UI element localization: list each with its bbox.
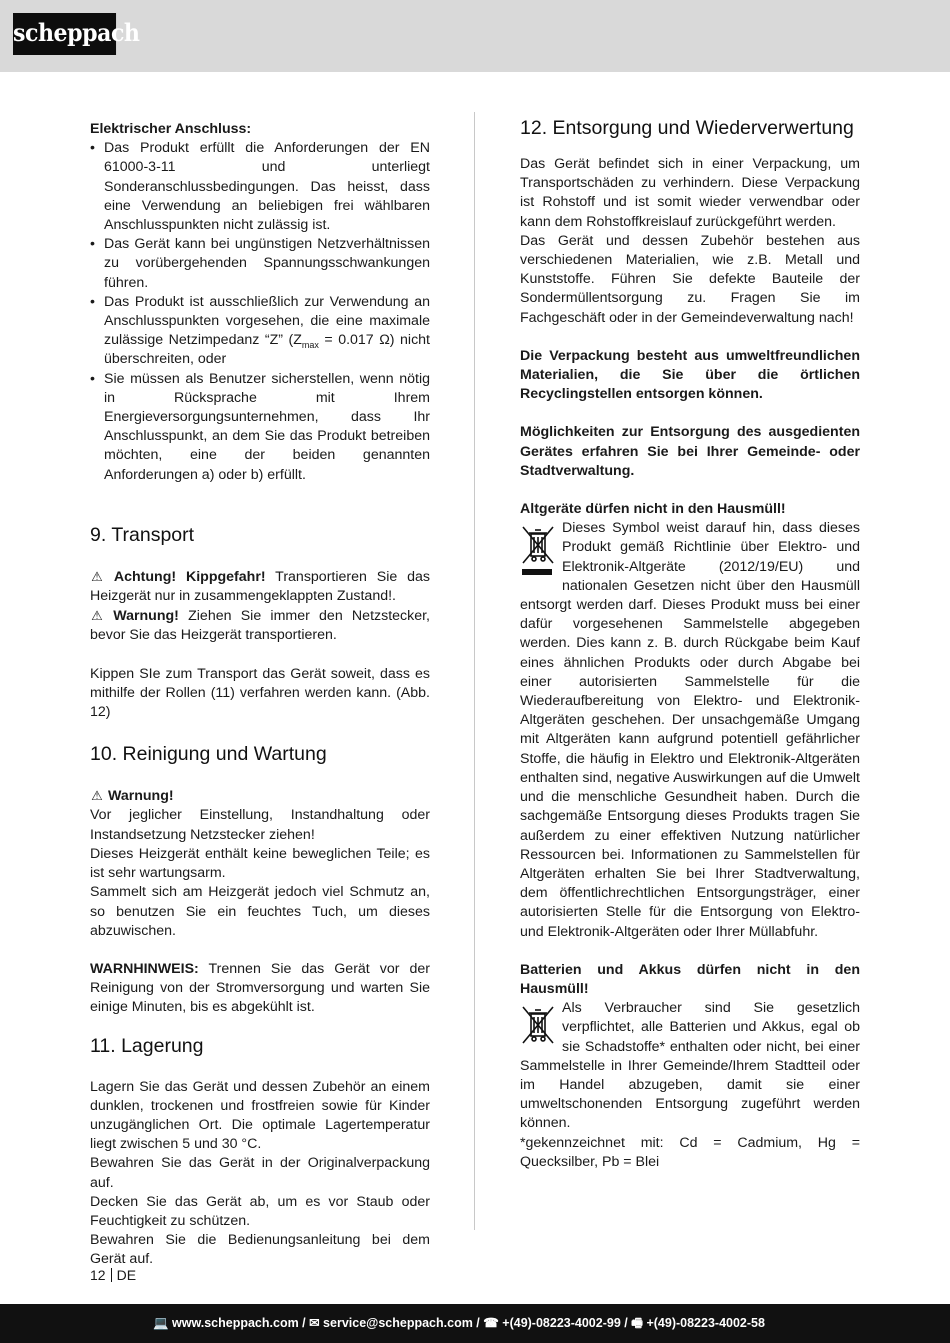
cleaning-line: Vor jeglicher Einstellung, Instandhaltung oder Instandsetzung Netzstecker ziehen! bbox=[90, 807, 430, 843]
transport-warning-1 bbox=[90, 567, 430, 606]
list-item: • Das Gerät kann bei ungünstigen Netzverhältnissen zu vorübergehenden Spannungsschwankungen führen. bbox=[90, 235, 430, 293]
weee-text: Dieses Symbol weist darauf hin, dass dieses Produkt gemäß Richtlinie über Elektro- und Elektronik-Altgeräte (2012/19/EU) und nationalen Gesetzen nicht über den Hausmüll entsorgt werden darf. Dieses Produkt muss bei einer dafür vorgesehenen Sammelstelle abgegeben werden. Dies kann z. B. durch Rückgabe beim Kauf eines ähnlichen Produkts oder durch Abgabe bei einer autorisierten Sammelstelle für die Wiederaufbereitung von Elektro- und Elektronik-Altgeräten geschehen. Der unsachgemäße Umgang mit Altgeräten kann aufgrund potentiell gefährlicher Stoffe, die häufig in Elektro und Elektronik-Altgeräten enthalten sind, negative Auswirkungen auf die Umwelt und die menschliche Gesundheit haben. Durch die sachgemäße Entsorgung dieses Produkts tragen Sie außerdem zu einer effektiven Nutzung natürlicher Ressourcen bei. Informationen zu Sammelstellen für Altgeräten erhalten Sie bei Ihrer Stadtverwaltung, dem öffentlichrechtlichen Entsorgungsträger, einer autorisierten Stelle für die Entsorgung von Elektro- und Elektronik-Altgeräten oder Ihrer Müllabfuhr. bbox=[520, 520, 860, 940]
weee-title: Altgeräte dürfen nicht in den Hausmüll! bbox=[520, 501, 786, 518]
disposal-paragraph-1: Das Gerät befindet sich in einer Verpackung, um Transportschäden zu verhindern. Diese Verpackung ist Rohstoff und ist somit wieder verwendbar oder kann dem Rohstoffkreislauf zurückgeführt werden. bbox=[520, 156, 860, 230]
warning-triangle-icon: ⚠ bbox=[91, 788, 103, 804]
note-label: WARNHINWEIS: bbox=[90, 960, 199, 977]
list-item: • Das Produkt erfüllt die Anforderungen der EN 61000-3-11 und unterliegt Sonderanschlussbedingungen. Das heisst, dass eine Verwendung an beliebigen frei wählbaren Anschlusspunkten nicht zulässig ist. bbox=[90, 139, 430, 235]
warning-triangle-icon: ⚠ bbox=[91, 608, 103, 624]
crossed-bin-icon bbox=[520, 1005, 558, 1049]
warning-label: Achtung! Kippgefahr! bbox=[113, 568, 266, 585]
section-heading-storage: 11. Lagerung bbox=[90, 1034, 204, 1057]
right-column bbox=[520, 117, 860, 1172]
footer-contact: 💻 www.scheppach.com / ✉ service@scheppach.com / ☎ +(49)-08223-4002-99 / 🖷 +(49)-08223-4002-58 bbox=[153, 1316, 765, 1330]
language-code: DE bbox=[116, 1267, 137, 1283]
section-heading-disposal: 12. Entsorgung und Wiederverwertung bbox=[520, 117, 854, 139]
page-number-separator bbox=[111, 1268, 112, 1282]
warning-text: Transportieren Sie das Heizgerät nur in zusammengeklappten Zustand!. bbox=[90, 568, 430, 605]
battery-note: *gekennzeichnet mit: Cd = Cadmium, Hg = Quecksilber, Pb = Blei bbox=[520, 1134, 860, 1170]
warning-label: Warnung! bbox=[113, 608, 179, 625]
section-heading-transport: 9. Transport bbox=[90, 523, 195, 546]
storage-line: Bewahren Sie das Gerät in der Originalverpackung auf. bbox=[90, 1155, 430, 1191]
impedance-text-a: Das Produkt ist ausschließlich zur Verwendung an Anschlusspunkten vorgesehen, die eine maximale zulässige Netzimpedanz “Z” (Z bbox=[104, 293, 430, 349]
storage-line: Lagern Sie das Gerät und dessen Zubehör an einem dunklen, trockenen und frostfreien sowie für Kinder unzugänglichen Ort. Die optimale Lagertemperatur liegt zwischen 5 und 30 °C. bbox=[90, 1078, 430, 1153]
header-bar bbox=[0, 0, 950, 72]
footer-bar bbox=[0, 1304, 950, 1343]
cleaning-warning bbox=[90, 786, 430, 806]
cleaning-line: Sammelt sich am Heizgerät jedoch viel Schmutz an, so benutzen Sie ein feuchtes Tuch, um dieses abzuwischen. bbox=[90, 884, 430, 939]
disposal-bold-note-2: Möglichkeiten zur Entsorgung des ausgedienten Gerätes erfahren Sie bei Ihrer Gemeinde- oder Stadtverwaltung. bbox=[520, 424, 860, 479]
weee-bar bbox=[522, 569, 552, 575]
warning-text: Ziehen Sie immer den Netzstecker, bevor Sie das Heizgerät transportieren. bbox=[90, 608, 430, 644]
disposal-paragraph-2: Das Gerät und dessen Zubehör bestehen aus verschiedenen Materialien, wie z.B. Metall und Kunststoffe. Führen Sie defekte Bauteile der Sondermüllentsorgung zu. Fragen Sie im Fachgeschäft oder in der Gemeindeverwaltung nach! bbox=[520, 232, 860, 326]
list-item bbox=[90, 293, 430, 370]
cleaning-line: Dieses Heizgerät enthält keine beweglichen Teile; es ist sehr wartungsarm. bbox=[90, 845, 430, 882]
impedance-subscript: max bbox=[301, 340, 319, 351]
battery-title: Batterien und Akkus dürfen nicht in den Hausmüll! bbox=[520, 961, 860, 997]
page-number-value: 12 bbox=[90, 1267, 106, 1283]
cleaning-note bbox=[90, 960, 430, 1018]
storage-line: Decken Sie das Gerät ab, um es vor Staub oder Feuchtigkeit zu schützen. bbox=[90, 1193, 430, 1229]
disposal-bold-note-1: Die Verpackung besteht aus umweltfreundlichen Materialien, die Sie über die örtlichen Recyclingstellen entsorgen können. bbox=[520, 347, 860, 403]
electrical-connection-title: Elektrischer Anschluss: bbox=[90, 121, 252, 137]
list-item: • Sie müssen als Benutzer sicherstellen, wenn nötig in Rücksprache mit Ihrem Energieversorgungsunternehmen, dass Ihr Anschlusspunkt, an dem Sie das Produkt betreiben möchten, eine der beiden genannten Anforderungen a) oder b) erfüllt. bbox=[90, 370, 430, 485]
transport-warning-2 bbox=[90, 606, 430, 645]
warning-triangle-icon: ⚠ bbox=[91, 568, 103, 584]
battery-text: Als Verbraucher sind Sie gesetzlich verpflichtet, alle Batterien und Akkus, egal ob sie Schadstoffe* enthalten oder nicht, bei einer Sammelstelle in Ihrer Gemeinde/Ihrem Stadtteil oder im Handel abzugeben, damit sie einer umweltschonenden Entsorgung zugeführt werden können. bbox=[520, 1000, 860, 1132]
page-number bbox=[90, 1266, 136, 1284]
note-text: Trennen Sie das Gerät vor der Reinigung von der Stromversorgung und warten Sie einige Minuten, bis es abgekühlt ist. bbox=[90, 960, 430, 1016]
section-heading-cleaning: 10. Reinigung und Wartung bbox=[90, 743, 327, 766]
scheppach-logo: scheppach bbox=[13, 13, 116, 55]
column-divider bbox=[474, 112, 475, 1230]
battery-block bbox=[520, 999, 860, 1172]
electrical-connection-list bbox=[90, 139, 430, 485]
warning-label: Warnung! bbox=[107, 788, 174, 805]
storage-line: Bewahren Sie die Bedienungsanleitung bei dem Gerät auf. bbox=[90, 1232, 430, 1268]
transport-paragraph: Kippen SIe zum Transport das Gerät soweit, dass es mithilfe der Rollen (11) verfahren werden kann. (Abb. 12) bbox=[90, 665, 430, 721]
impedance-text-b: = 0.017 Ω) nicht überschreiten, oder bbox=[104, 332, 431, 368]
crossed-bin-icon bbox=[520, 525, 558, 579]
left-column bbox=[90, 120, 430, 1270]
weee-block bbox=[520, 519, 860, 941]
